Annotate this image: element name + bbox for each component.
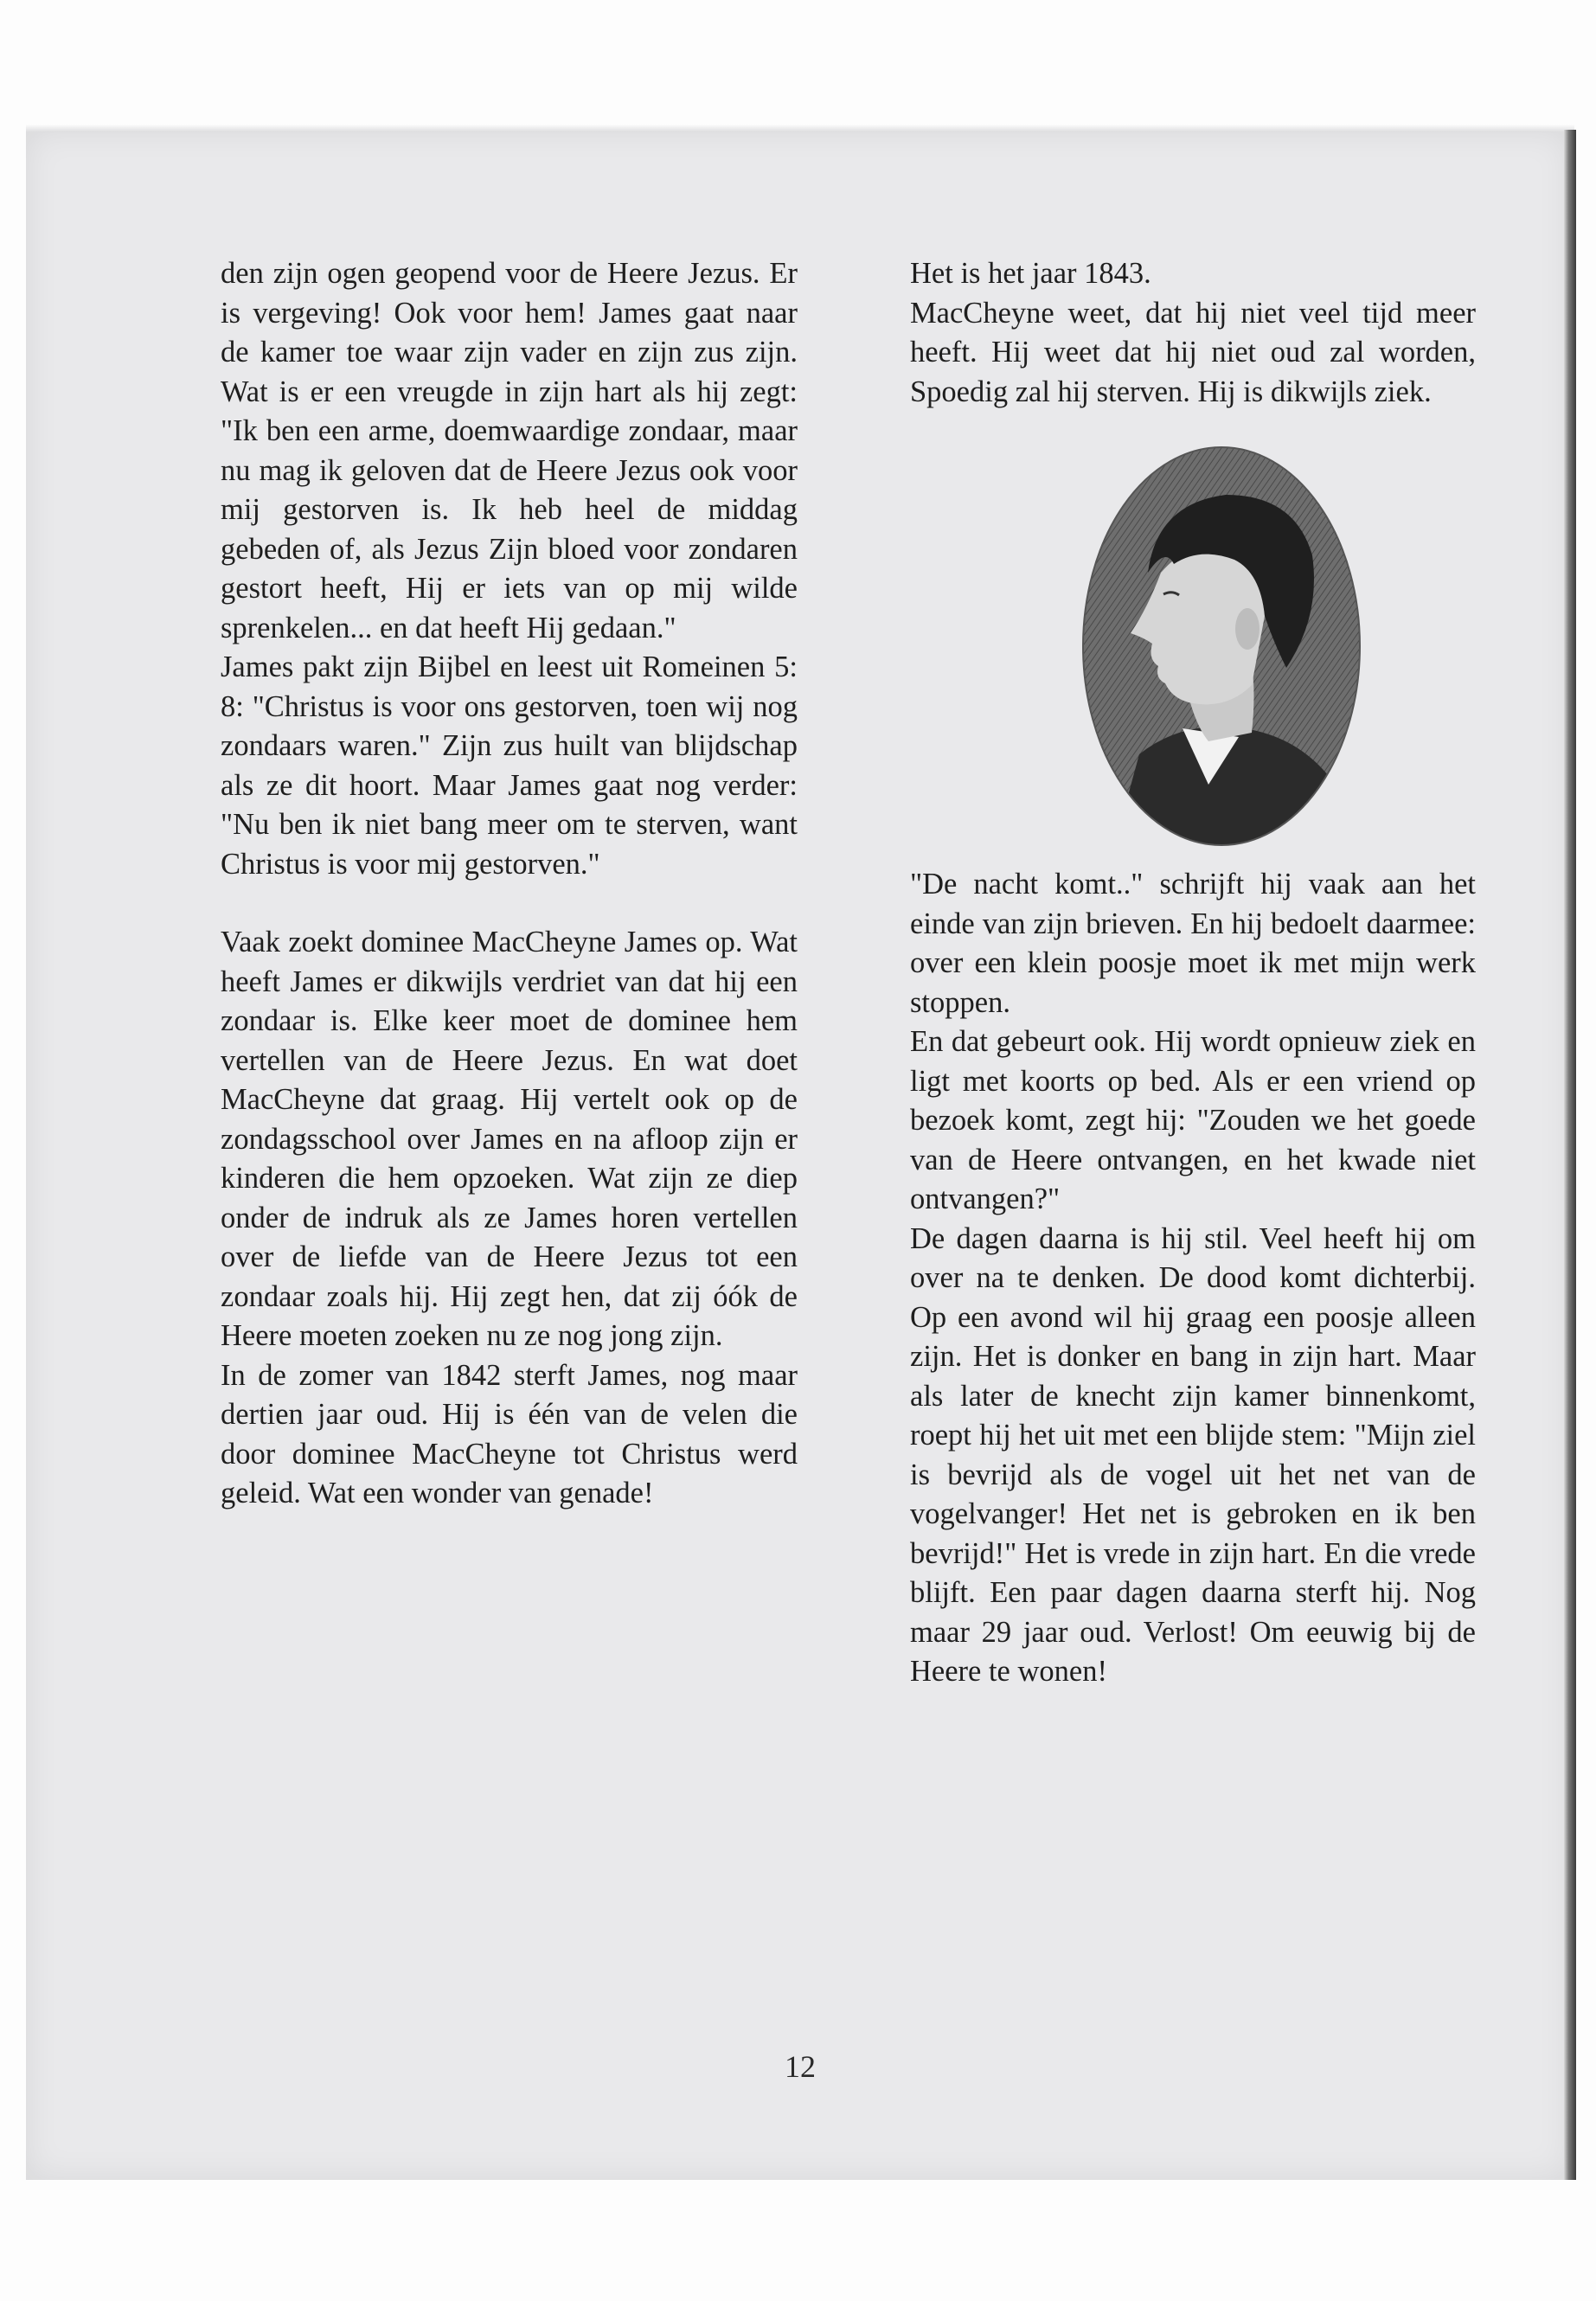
page-top-edge [26, 124, 1574, 132]
body-paragraph: Vaak zoekt dominee MacCheyne James op. Wat heeft James er dikwijls verdriet van dat hij een zondaar is. Elke keer moet de dominee hem vertellen van de Heere Jezus. En wat doet MacCheyne dat graag. Hij vertelt ook op de zondagsschool over James en na afloop zijn er kinderen die hem opzoeken. Wat zijn ze diep onder de indruk als ze James horen vertellen over de liefde van de Heere Jezus tot een zondaar zoals hij. Hij zegt hen, dat zij óók de Heere moeten zoeken nu ze nog jong zijn. In de zomer van 1842 sterft James, nog maar dertien jaar oud. Hij is één van de velen die door dominee MacCheyne tot Christus werd geleid. Wat een wonder van genade! [221, 926, 798, 1509]
right-text-column-top [910, 254, 1476, 412]
page-number: 12 [785, 2049, 816, 2084]
body-paragraph: "De nacht komt.." schrijft hij vaak aan het einde van zijn brieven. En hij bedoelt daarmee: over een klein poosje moet ik met mijn werk stoppen. En dat gebeurt ook. Hij wordt opnieuw ziek en ligt met koorts op bed. Als er een vriend op bezoek komt, zegt hij: "Zouden we het goede van de Heere ontvangen, en het kwade niet ontvangen?" De dagen daarna is hij stil. Veel heeft hij om over na te denken. De dood komt dichterbij. Op een avond wil hij graag een poosje alleen zijn. Het is donker en bang in zijn hart. Maar als later de knecht zijn kamer binnenkomt, roept hij het uit met een blijde stem: "Mijn ziel is bevrijd als de vogel uit het net van de vogelvanger! Het net is gebroken en ik ben bevrijd!" Het is vrede in zijn hart. En die vrede blijft. Een paar dagen daarna sterft hij. Nog maar 29 jaar oud. Verlost! Om eeuwig bij de Heere te wonen! [910, 868, 1476, 1688]
body-paragraph: Het is het jaar 1843. MacCheyne weet, dat hij niet veel tijd meer heeft. Hij weet dat hij niet oud zal worden, Spoedig zal hij sterven. Hij is dikwijls ziek. [910, 257, 1476, 408]
page-binding-edge [1564, 130, 1576, 2180]
portrait-engraving [1079, 443, 1364, 849]
right-text-column-bottom [910, 865, 1476, 1692]
left-text-column [221, 254, 798, 1514]
body-paragraph: den zijn ogen geopend voor de Heere Jezus. Er is vergeving! Ook voor hem! James gaat naar de kamer toe waar zijn vader en zijn zus zijn. Wat is er een vreugde in zijn hart als hij zegt: "Ik ben een arme, doemwaardige zondaar, maar nu mag ik geloven dat de Heere Jezus ook voor mij gestorven is. Ik heb heel de middag gebeden of, als Jezus Zijn bloed voor zondaren gestort heeft, Hij er iets van op mij wilde sprenkelen... en dat heeft Hij gedaan." James pakt zijn Bijbel en leest uit Romeinen 5: 8: "Christus is voor ons gestorven, toen wij nog zondaars waren." Zijn zus huilt van blijdschap als ze dit hoort. Maar James gaat nog verder: "Nu ben ik niet bang meer om te sterven, want Christus is voor mij gestorven." [221, 257, 798, 881]
